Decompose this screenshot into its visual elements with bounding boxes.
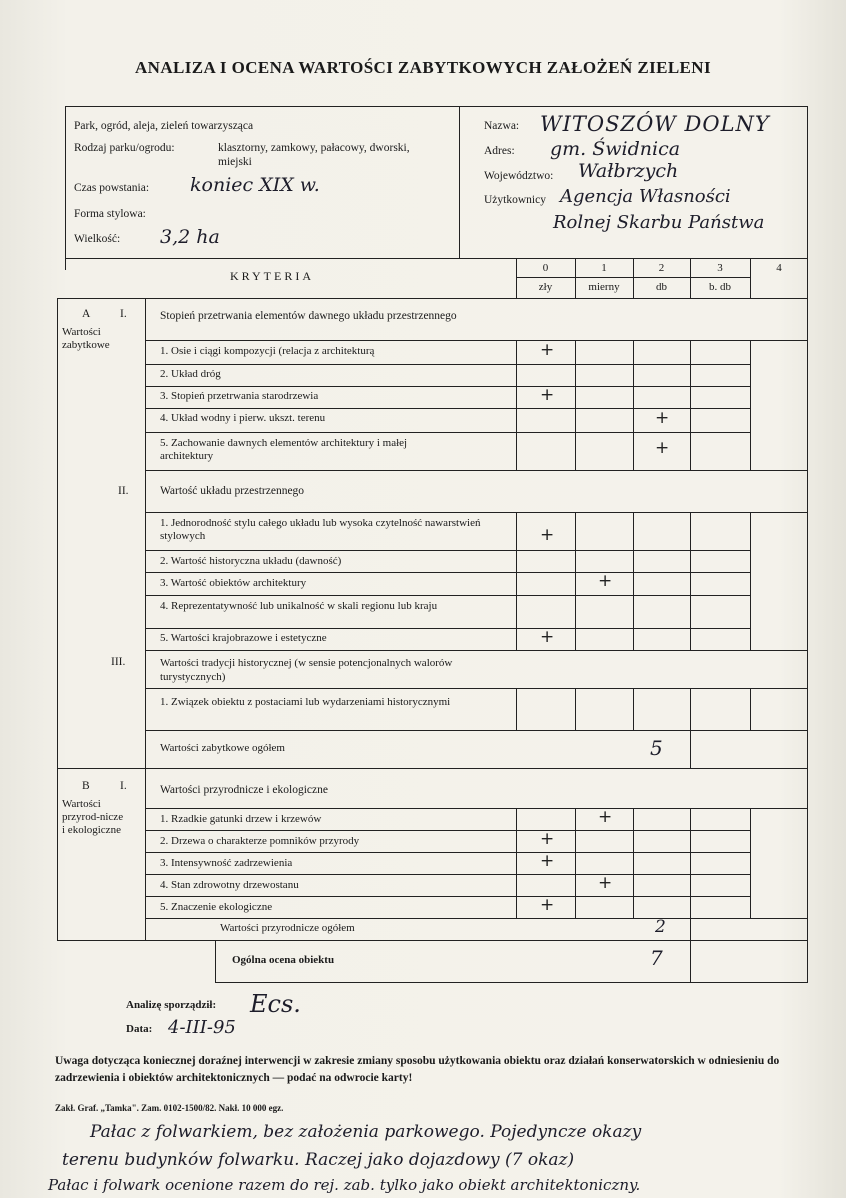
table-top-border	[65, 258, 808, 259]
score-mark-a2-3: +	[598, 571, 613, 591]
row-line	[145, 874, 750, 875]
row-line	[145, 340, 808, 341]
row-line	[145, 688, 808, 689]
criteria-label: KRYTERIA	[230, 269, 314, 283]
col-line	[516, 808, 517, 918]
author-label: Analizę sporządził:	[126, 999, 217, 1011]
print-info: Zakł. Graf. „Tamka". Zam. 0102-1500/82. Nakł. 10 000 egz.	[55, 1103, 284, 1113]
row-line	[145, 852, 750, 853]
a3-item-1: 1. Związek obiektu z postaciami lub wydarzeniami historycznymi	[160, 696, 451, 708]
section-a-name: Wartości zabytkowe	[62, 326, 110, 351]
overall-bottom	[215, 982, 808, 983]
col-line	[575, 808, 576, 918]
col-line	[633, 340, 634, 470]
table-left-border-top	[65, 258, 66, 270]
row-line	[145, 432, 750, 433]
style-label: Forma stylowa:	[74, 208, 146, 220]
overall-label: Ogólna ocena obiektu	[232, 954, 335, 966]
row-line	[145, 470, 808, 471]
a2-item-5: 5. Wartości krajobrazowe i estetyczne	[160, 632, 327, 644]
handwritten-note-3: Pałac i folwark ocenione razem do rej. zab. tylko jako obiekt architektoniczny.	[48, 1176, 641, 1194]
handwritten-note-2: terenu budynków folwarku. Raczej jako dojazdowy (7 okaz)	[62, 1150, 575, 1170]
score-4: 4	[776, 262, 782, 274]
date-label: Data:	[126, 1023, 153, 1035]
col-line	[750, 688, 751, 730]
b-item-2: 2. Drzewa o charakterze pomników przyrody	[160, 835, 360, 847]
group-a2-title: Wartość układu przestrzennego	[160, 485, 305, 497]
header-top-border	[65, 106, 808, 107]
a2-item-4: 4. Reprezentatywność lub unikalność w skali regionu lub kraju	[160, 600, 438, 612]
col-line	[750, 512, 751, 650]
users-label: Użytkownicy	[484, 194, 546, 206]
row-line	[145, 572, 750, 573]
score-header-mid	[516, 277, 751, 278]
col-line	[690, 512, 691, 650]
score-mark-b1-1: +	[598, 807, 613, 827]
section-b-bottom	[57, 940, 808, 941]
header-right-border	[807, 106, 808, 258]
voivodeship-value: Wałbrzych	[578, 160, 679, 182]
col-line	[516, 512, 517, 650]
col-line	[750, 340, 751, 470]
score-name-1: mierny	[588, 281, 620, 293]
handwritten-note-1: Pałac z folwarkiem, bez założenia parkowego. Pojedyncze okazy	[90, 1122, 642, 1142]
address-label: Adres:	[484, 145, 515, 157]
score-mark-a1-3: +	[540, 385, 555, 405]
col-line	[633, 512, 634, 650]
b-total-value: 2	[655, 917, 666, 937]
score-0: 0	[542, 262, 549, 274]
type-label: Rodzaj parku/ogrodu:	[74, 142, 175, 154]
section-b-name: Wartości przyrod-nicze i ekologiczne	[62, 798, 124, 836]
section-a-roman-3: III.	[111, 656, 126, 668]
score-mark-b1-5: +	[540, 895, 555, 915]
row-line	[145, 512, 808, 513]
score-mark-a2-5: +	[540, 627, 555, 647]
col-line	[516, 340, 517, 470]
a1-item-3: 3. Stopień przetrwania starodrzewia	[160, 390, 319, 402]
date-value: 4-III-95	[168, 1017, 236, 1038]
row-line	[145, 386, 750, 387]
score-name-3: b. db	[709, 281, 731, 293]
section-b-roman-1: I.	[120, 780, 127, 792]
section-b-code: B	[82, 780, 90, 792]
voivodeship-label: Województwo:	[484, 170, 554, 182]
header-left-border	[65, 106, 66, 258]
table-left-border	[57, 298, 58, 940]
a1-item-5: 5. Zachowanie dawnych elementów architektury i małej architektury	[160, 437, 408, 462]
row-line	[145, 730, 808, 731]
type-options: klasztorny, zamkowy, pałacowy, dworski,	[218, 142, 410, 154]
score-mark-b1-3: +	[540, 851, 555, 871]
time-value: koniec XIX w.	[190, 174, 320, 196]
criteria-header-bottom	[57, 298, 808, 299]
col-line	[575, 512, 576, 650]
section-a-bottom	[57, 768, 808, 769]
row-line	[145, 650, 808, 651]
section-a-roman-1: I.	[120, 308, 127, 320]
score-mark-b1-2: +	[540, 829, 555, 849]
b-item-3: 3. Intensywność zadrzewienia	[160, 857, 293, 869]
score-name-0: zły	[538, 281, 553, 293]
score-name-2: db	[656, 281, 667, 293]
score-mark-a1-1: +	[540, 340, 555, 360]
row-line	[145, 830, 750, 831]
b-total-label: Wartości przyrodnicze ogółem	[220, 922, 355, 934]
intervention-note: Uwaga dotycząca koniecznej doraźnej interwencji w zakresie zmiany sposobu użytkowania obiektu oraz działań konserwatorskich w odniesieniu do zadrzewienia i obiektów architektonicznych — podać na odwrocie karty!	[55, 1055, 780, 1084]
type-options-2: miejski	[218, 156, 252, 168]
score-3: 3	[717, 262, 723, 274]
row-line	[145, 364, 750, 365]
a2-item-3: 3. Wartość obiektów architektury	[160, 577, 307, 589]
score-2: 2	[658, 262, 665, 274]
score-mark-a2-1: +	[540, 525, 555, 545]
overall-value: 7	[650, 946, 663, 970]
name-value: WITOSZÓW DOLNY	[540, 112, 770, 136]
col-line	[633, 688, 634, 730]
col-line	[750, 808, 751, 918]
section-a-roman-2: II.	[118, 485, 129, 497]
table-right-border	[807, 298, 808, 938]
section-a-code: A	[82, 308, 91, 320]
col-line	[633, 808, 634, 918]
row-line	[145, 628, 750, 629]
score-mark-a1-4: +	[655, 408, 670, 428]
col-line	[690, 730, 691, 768]
row-line	[145, 550, 750, 551]
size-label: Wielkość:	[74, 233, 121, 245]
address-value: gm. Świdnica	[550, 138, 681, 160]
size-value: 3,2 ha	[160, 226, 220, 248]
row-line	[145, 595, 750, 596]
overall-left	[215, 940, 216, 982]
header-divider	[459, 106, 460, 258]
park-label: Park, ogród, aleja, zieleń towarzysząca	[74, 120, 254, 132]
row-line	[145, 896, 750, 897]
col-line	[575, 688, 576, 730]
a2-item-1: 1. Jednorodność stylu całego układu lub wysoka czytelność nawarstwień stylowych	[160, 517, 481, 542]
group-a1-title: Stopień przetrwania elementów dawnego układu przestrzennego	[160, 310, 457, 322]
author-signature: Ecs.	[250, 990, 301, 1018]
time-label: Czas powstania:	[74, 182, 150, 194]
group-b1-title: Wartości przyrodnicze i ekologiczne	[160, 784, 328, 796]
overall-right	[807, 938, 808, 982]
a2-item-2: 2. Wartość historyczna układu (dawność)	[160, 555, 342, 567]
a-total-value: 5	[650, 736, 663, 760]
a-total-label: Wartości zabytkowe ogółem	[160, 742, 285, 754]
b-item-5: 5. Znaczenie ekologiczne	[160, 901, 273, 913]
users-value-1: Agencja Własności	[560, 186, 731, 207]
row-line	[145, 808, 808, 809]
section-b-divider	[145, 768, 146, 940]
a1-item-1: 1. Osie i ciągi kompozycji (relacja z architekturą	[160, 345, 375, 357]
col-line	[690, 688, 691, 730]
a1-item-4: 4. Układ wodny i pierw. ukszt. terenu	[160, 412, 326, 424]
col-line	[690, 340, 691, 470]
b-item-4: 4. Stan zdrowotny drzewostanu	[160, 879, 299, 891]
score-mark-a1-5: +	[655, 438, 670, 458]
col-line	[690, 808, 691, 940]
col-line	[516, 688, 517, 730]
score-1: 1	[601, 262, 607, 274]
group-a3-title: Wartości tradycji historycznej (w sensie potencjonalnych walorów turystycznych)	[160, 657, 453, 683]
a1-item-2: 2. Układ dróg	[160, 368, 221, 380]
name-label: Nazwa:	[484, 120, 520, 132]
b-item-1: 1. Rzadkie gatunki drzew i krzewów	[160, 813, 322, 825]
document-title: ANALIZA I OCENA WARTOŚCI ZABYTKOWYCH ZAŁOŻEŃ ZIELENI	[135, 58, 711, 77]
row-line	[145, 918, 808, 919]
section-a-divider	[145, 298, 146, 768]
overall-mid	[690, 940, 691, 982]
users-value-2: Rolnej Skarbu Państwa	[553, 212, 765, 233]
col-line	[575, 340, 576, 470]
score-mark-b1-4: +	[598, 873, 613, 893]
